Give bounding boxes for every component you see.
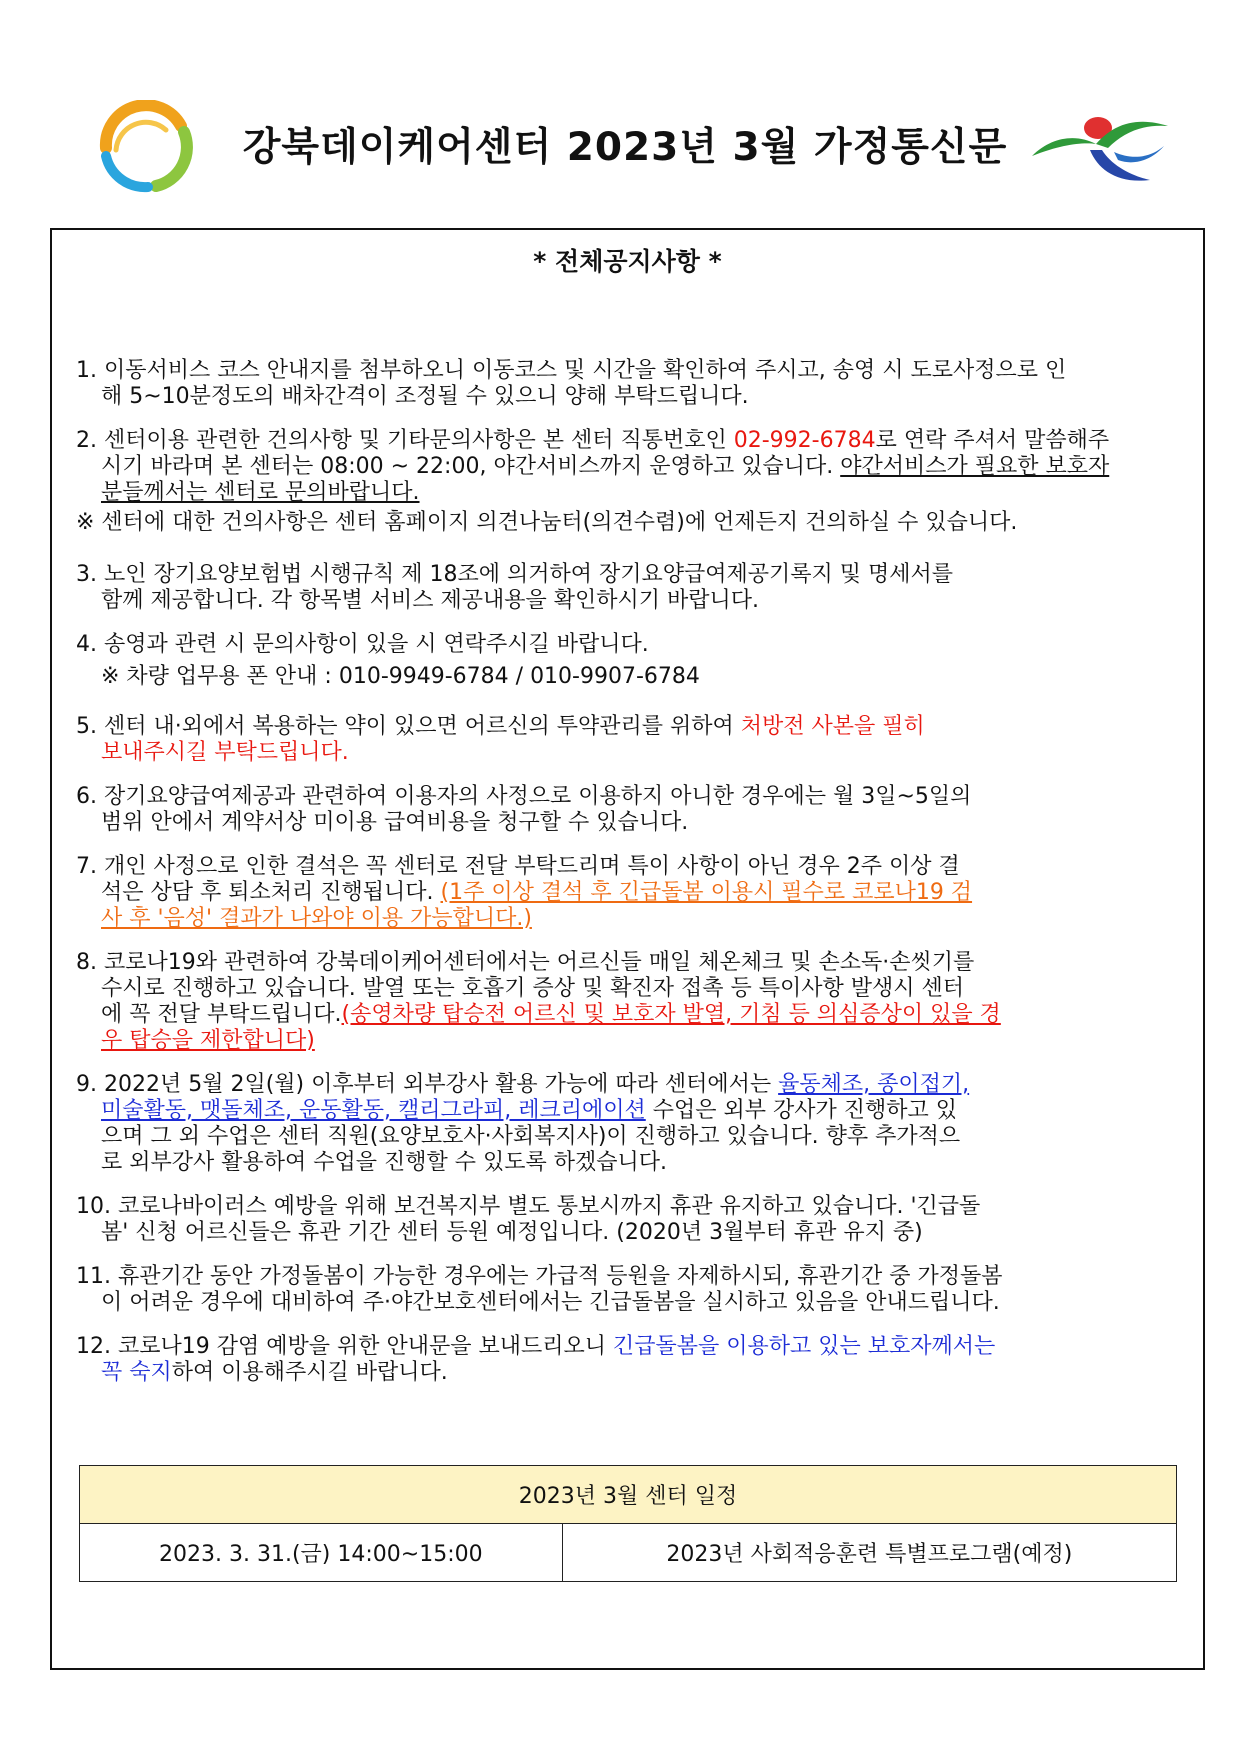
underlined-text: 야간서비스가 필요한 보호자 bbox=[840, 454, 1110, 479]
item-text-part: 9. 2022년 5월 2일(월) 이후부터 외부강사 활용 가능에 따라 센터에서는 bbox=[76, 1072, 779, 1097]
item-text bbox=[76, 1002, 1179, 1028]
notice-item-8 bbox=[76, 950, 1179, 1054]
item-text-part: 수업은 외부 강사가 진행하고 있 bbox=[645, 1098, 957, 1123]
notice-item-9 bbox=[76, 1072, 1179, 1176]
item-text: 이 어려운 경우에 대비하여 주·야간보호센터에서는 긴급돌봄을 실시하고 있음을 안내드립니다. bbox=[101, 1290, 1000, 1315]
notice-item-12 bbox=[76, 1334, 1179, 1386]
item-text-part: 2. 센터이용 관련한 건의사항 및 기타문의사항은 본 센터 직통번호인 bbox=[76, 428, 734, 453]
notice-item-11 bbox=[76, 1264, 1179, 1316]
notice-item-5 bbox=[76, 714, 1179, 766]
item-text: 7. 개인 사정으로 인한 결석은 꼭 센터로 전달 부탁드리며 특이 사항이 아닌 경우 2주 이상 결 bbox=[76, 854, 960, 879]
item-text-part: 로 연락 주셔서 말씀해주 bbox=[875, 428, 1110, 453]
item-text: 4. 송영과 관련 시 문의사항이 있을 시 연락주시길 바랍니다. bbox=[76, 632, 649, 657]
item-text bbox=[76, 1360, 1179, 1386]
item-text: 수시로 진행하고 있습니다. 발열 또는 호흡기 증상 및 확진자 접촉 등 특이사항 발생시 센터 bbox=[101, 976, 964, 1001]
page-title: 강북데이케어센터 2023년 3월 가정통신문 bbox=[242, 125, 1008, 170]
item-text bbox=[76, 1098, 1179, 1124]
item-text: 8. 코로나19와 관련하여 강북데이케어센터에서는 어르신들 매일 체온체크 및 손소독·손씻기를 bbox=[76, 950, 975, 975]
item-text: 으며 그 외 수업은 센터 직원(요양보호사·사회복지사)이 진행하고 있습니다. 향후 추가적으 bbox=[101, 1124, 961, 1149]
highlight-text: 미술활동, 맷돌체조, 운동활동, 캘리그라피, 레크리에이션 bbox=[101, 1098, 646, 1123]
table-row bbox=[80, 1524, 1177, 1582]
item-text bbox=[76, 428, 1179, 454]
highlight-text: (1주 이상 결석 후 긴급돌봄 이용시 필수로 코로나19 검 bbox=[440, 880, 973, 905]
item-text: 10. 코로나바이러스 예방을 위해 보건복지부 별도 통보시까지 휴관 유지하고 있습니다. '긴급돌 bbox=[76, 1194, 981, 1219]
notice-item-3 bbox=[76, 562, 1179, 614]
notice-item-7 bbox=[76, 854, 1179, 932]
item-text: 범위 안에서 계약서상 미이용 급여비용을 청구할 수 있습니다. bbox=[101, 810, 689, 835]
notice-frame bbox=[50, 228, 1205, 1670]
item-text: 11. 휴관기간 동안 가정돌봄이 가능한 경우에는 가급적 등원을 자제하시되, 휴관기간 중 가정돌봄 bbox=[76, 1264, 1003, 1289]
item-text: 해 5~10분정도의 배차간격이 조정될 수 있으니 양해 부탁드립니다. bbox=[101, 384, 749, 409]
underlined-text: 분들께서는 센터로 문의바랍니다. bbox=[101, 480, 420, 505]
item-text bbox=[76, 1072, 1179, 1098]
notice-item-4 bbox=[76, 632, 1179, 690]
item-text: 함께 제공합니다. 각 항목별 서비스 제공내용을 확인하시기 바랍니다. bbox=[101, 588, 759, 613]
gangbuk-district-emblem-icon bbox=[1032, 100, 1172, 192]
item-text bbox=[76, 454, 1179, 480]
item-note: ※ 센터에 대한 건의사항은 센터 홈페이지 의견나눔터(의견수렴)에 언제든지 건의하실 수 있습니다. bbox=[76, 510, 1018, 535]
notice-item-1 bbox=[76, 358, 1179, 410]
notice-item-6 bbox=[76, 784, 1179, 836]
item-text-part: 5. 센터 내·외에서 복용하는 약이 있으면 어르신의 투약관리를 위하여 bbox=[76, 714, 741, 739]
schedule-date: 2023. 3. 31.(금) 14:00~15:00 bbox=[80, 1524, 563, 1582]
item-text: 3. 노인 장기요양보험법 시행규칙 제 18조에 의거하여 장기요양급여제공기록지 및 명세서를 bbox=[76, 562, 953, 587]
schedule-event: 2023년 사회적응훈련 특별프로그램(예정) bbox=[562, 1524, 1176, 1582]
highlight-text: 처방전 사본을 필히 bbox=[740, 714, 925, 739]
highlight-text: 사 후 '음성' 결과가 나와야 이용 가능합니다.) bbox=[101, 906, 532, 931]
item-text bbox=[76, 880, 1179, 906]
notice-list bbox=[76, 358, 1179, 1404]
circular-swirl-logo-icon bbox=[86, 100, 206, 196]
notice-heading: * 전체공지사항 * bbox=[533, 247, 722, 276]
item-text: 1. 이동서비스 코스 안내지를 첨부하오니 이동코스 및 시간을 확인하여 주시고, 송영 시 도로사정으로 인 bbox=[76, 358, 1067, 383]
item-text-part: 12. 코로나19 감염 예방을 위한 안내문을 보내드리오니 bbox=[76, 1334, 613, 1359]
highlight-text: 꼭 숙지 bbox=[101, 1360, 172, 1385]
item-text-part: 시기 바라며 본 센터는 08:00 ~ 22:00, 야간서비스까지 운영하고 있습니다. bbox=[101, 454, 841, 479]
highlight-text: 율동체조, 종이접기, bbox=[778, 1072, 970, 1097]
item-text bbox=[76, 1334, 1179, 1360]
item-text-part: 석은 상담 후 퇴소처리 진행됩니다. bbox=[101, 880, 441, 905]
item-text-part: 하여 이용해주시길 바랍니다. bbox=[171, 1360, 448, 1385]
highlight-text: 긴급돌봄을 이용하고 있는 보호자께서는 bbox=[612, 1334, 996, 1359]
item-text bbox=[76, 714, 1179, 740]
highlight-text: 보내주시길 부탁드립니다. bbox=[101, 740, 349, 765]
schedule-heading: 2023년 3월 센터 일정 bbox=[80, 1466, 1177, 1524]
center-phone-number: 02-992-6784 bbox=[733, 428, 876, 453]
highlight-text: (송영차량 탑승전 어르신 및 보호자 발열, 기침 등 의심증상이 있을 경 bbox=[341, 1002, 1001, 1027]
notice-item-10 bbox=[76, 1194, 1179, 1246]
schedule-table bbox=[79, 1465, 1177, 1582]
item-text: 봄' 신청 어르신들은 휴관 기간 센터 등원 예정입니다. (2020년 3월부터 휴관 유지 중) bbox=[101, 1220, 923, 1245]
highlight-text: 우 탑승을 제한합니다) bbox=[101, 1028, 315, 1053]
vehicle-phone-note: ※ 차량 업무용 폰 안내 : 010-9949-6784 / 010-9907-6784 bbox=[101, 664, 700, 689]
notice-item-2 bbox=[76, 428, 1179, 536]
item-text-part: 에 꼭 전달 부탁드립니다. bbox=[101, 1002, 342, 1027]
item-text: 6. 장기요양급여제공과 관련하여 이용자의 사정으로 이용하지 아니한 경우에는 월 3일~5일의 bbox=[76, 784, 972, 809]
item-text: 로 외부강사 활용하여 수업을 진행할 수 있도록 하겠습니다. bbox=[101, 1150, 667, 1175]
